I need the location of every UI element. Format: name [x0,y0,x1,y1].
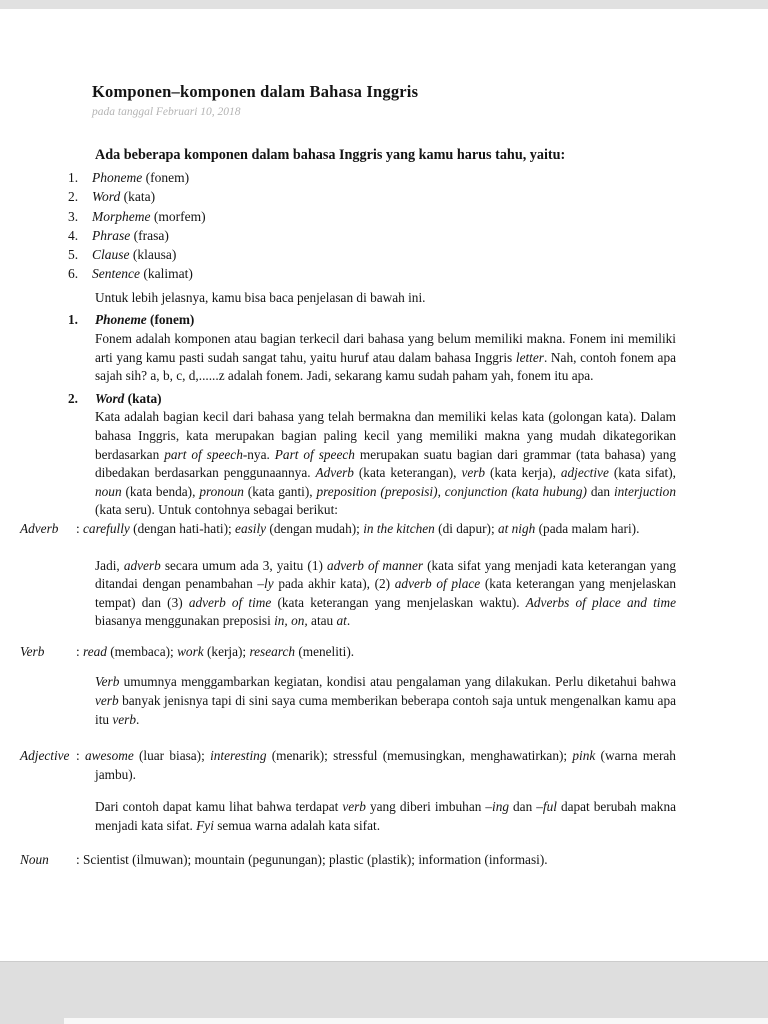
list-item [0,168,768,187]
section-phoneme [0,311,768,385]
list-number: 6. [68,266,79,282]
term-entry: : read (membaca); work (kerja); research (meneliti). [76,643,355,659]
body-paragraph: Fonem adalah komponen atau bagian terkecil dari bahasa yang belum memiliki makna. Fonem ini memiliki arti yang kamu pasti sudah sangat tahu, yaitu huruf atau dalam bahasa Inggris letter. Nah, contoh fonem apa sajah sih? a, b, c, d,......z adalah fonem. Jadi, sekarang kamu sudah paham yah, fonem itu apa. [95,330,677,384]
lead-in-text: Untuk lebih jelasnya, kamu bisa baca penjelasan di bawah ini. [95,289,426,305]
term-entry: : Scientist (ilmuwan); mountain (pegunungan); plastic (plastik); information (informasi). [76,851,548,867]
date-line: pada tanggal Februari 10, 2018 [92,106,241,118]
viewer-gutter-bottom [0,961,768,1024]
list-text: Phoneme (fonem) [92,170,190,185]
section-number: 2. [68,390,78,406]
component-list [0,168,768,284]
intro-heading: Ada beberapa komponen dalam bahasa Inggris yang kamu harus tahu, yaitu: [95,147,566,163]
list-item [0,187,768,206]
list-item [0,207,768,226]
list-number: 1. [68,170,79,185]
viewer-gutter-top [0,0,768,9]
term-block-noun [0,851,768,870]
list-text: Phrase (frasa) [92,227,169,243]
term-label: Verb [20,643,45,659]
page-title: Komponen–komponen dalam Bahasa Inggris [92,82,419,101]
document-page [0,9,768,961]
list-item [0,226,768,245]
section-title: Phoneme (fonem) [95,312,195,328]
list-number: 4. [68,227,79,243]
list-item [0,264,768,283]
term-entry: : carefully (dengan hati-hati); easily (dengan mudah); in the kitchen (di dapur); at nigh (pada malam hari). [76,520,640,536]
body-paragraph: Verb umumnya menggambarkan kegiatan, kondisi atau pengalaman yang dilakukan. Perlu diketahui bahwa verb banyak jenisnya tapi di sini saya cuma memberikan beberapa contoh saja untuk mengenalkan kamu apa itu verb. [95,674,676,727]
list-item [0,245,768,264]
section-word [0,390,768,520]
list-text: Clause (klausa) [92,247,177,263]
list-number: 5. [68,247,79,263]
section-title: Word (kata) [95,390,162,406]
term-label: Adverb [20,520,59,536]
list-text: Word (kata) [92,189,156,205]
list-text: Morpheme (morfem) [92,208,206,224]
body-paragraph: Kata adalah bagian kecil dari bahasa yang telah bermakna dan memiliki kelas kata (golongan kata). Dalam bahasa Inggris, kata merupakan bagian paling kecil yang memiliki makna yang mudah dikategorikan berdasarkan part of speech-nya. Part of speech merupakan suatu bagian dari grammar (tata bahasa) yang dibedakan berdasarkan penggunaannya. Adverb (kata keterangan), verb (kata kerja), adjective (kata sifat), noun (kata benda), pronoun (kata ganti), preposition (preposisi), conjunction (kata hubung) dan interjuction (kata seru). Untuk contohnya sebagai berikut: [95,409,677,518]
next-page-edge [64,1018,768,1024]
section-heading [0,390,768,409]
term-block-adverb [0,520,768,631]
term-label: Adjective [20,748,70,764]
body-paragraph: Jadi, adverb secara umum ada 3, yaitu (1) adverb of manner (kata sifat yang menjadi kata keterangan yang ditandai dengan penambahan –ly pada akhir kata), (2) adverb of place (kata keterangan yang menjelaskan tempat) dan (3) adverb of time (kata keterangan yang menjelaskan waktu). Adverbs of place and time biasanya menggunakan preposisi in, on, atau at. [95,557,677,629]
body-paragraph: Dari contoh dapat kamu lihat bahwa terdapat verb yang diberi imbuhan –ing dan –ful dapat berubah makna menjadi kata sifat. Fyi semua warna adalah kata sifat. [95,799,677,834]
section-heading [0,311,768,330]
section-number: 1. [68,312,78,328]
list-text: Sentence (kalimat) [92,266,193,282]
list-number: 2. [68,189,79,205]
term-entry: : awesome (luar biasa); interesting (menarik); stressful (memusingkan, menghawatirkan); pink (warna merah jambu). [76,748,676,782]
term-block-verb [0,643,768,729]
term-label: Noun [20,851,49,867]
term-block-adjective [0,747,768,835]
list-number: 3. [68,208,79,224]
